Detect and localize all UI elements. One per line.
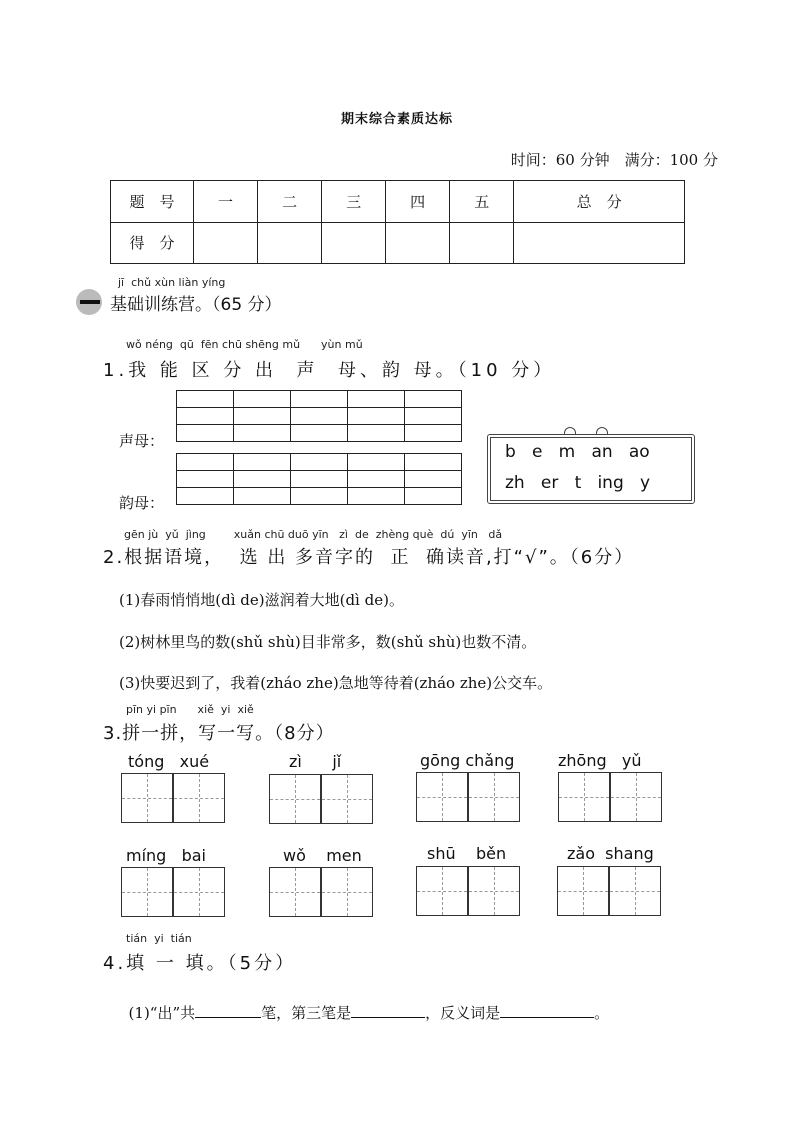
q3-word-pinyin: zì jǐ <box>289 752 342 771</box>
q4-title: 4.填 一 填。（5分） <box>103 953 297 974</box>
tianzige-box[interactable] <box>610 772 662 822</box>
tianzige-box[interactable] <box>173 867 225 917</box>
q2-title: 2.根据语境， 选 出 多音字的 正 确读音,打“√”。（6分） <box>103 547 635 568</box>
tianzige-box[interactable] <box>609 866 661 916</box>
tianzige-box[interactable] <box>321 867 373 917</box>
tianzige-box[interactable] <box>558 772 610 822</box>
q3-word-pinyin: gōng chǎng <box>420 751 515 770</box>
q1-pinyin: wǒ néng qū fēn chū shēng mǔ yùn mǔ <box>126 338 363 351</box>
tianzige-box[interactable] <box>269 774 321 824</box>
letter-card <box>487 434 695 504</box>
shengmu-label: 声母： <box>119 432 165 450</box>
card-row-1: b e m an ao <box>505 442 650 462</box>
table-cell: 总 分 <box>514 181 685 223</box>
q3-word-pinyin: zhōng yǔ <box>558 751 642 770</box>
tianzige-box[interactable] <box>468 772 520 822</box>
q4-item-1-text: (1)“出”共 <box>128 1004 196 1022</box>
tianzige-box[interactable] <box>416 866 468 916</box>
q3-word-pinyin: tóng xué <box>128 752 210 771</box>
tianzige-box[interactable] <box>269 867 321 917</box>
table-cell: 三 <box>322 181 386 223</box>
table-cell: 五 <box>450 181 514 223</box>
q3-pinyin: pīn yi pīn xiě yi xiě <box>126 703 254 716</box>
score-input-cell[interactable] <box>514 222 685 264</box>
score-table <box>110 180 685 264</box>
table-cell: 题 号 <box>111 181 194 223</box>
q2-item-3: (3)快要迟到了，我着(zháo zhe)急地等待着(zháo zhe)公交车。 <box>119 674 553 692</box>
score-input-cell[interactable] <box>450 222 514 264</box>
yunmu-label: 韵母： <box>119 494 165 512</box>
section1-title: 基础训练营。（65 分） <box>110 295 282 315</box>
tianzige-box[interactable] <box>121 867 173 917</box>
q3-word-pinyin: wǒ men <box>283 846 362 865</box>
answer-blank[interactable] <box>500 1003 594 1018</box>
page-title: 期末综合素质达标 <box>340 112 453 127</box>
score-input-cell[interactable] <box>386 222 450 264</box>
yunmu-grid[interactable] <box>176 453 462 505</box>
section-dash-icon <box>80 300 100 304</box>
answer-blank[interactable] <box>195 1003 261 1018</box>
q3-word-pinyin: zǎo shang <box>567 844 654 863</box>
q4-item-1-text: 笔，第三笔是 <box>261 1004 352 1022</box>
table-row <box>111 181 685 223</box>
q4-item-1 <box>119 984 609 1023</box>
q2-item-2: (2)树林里鸟的数(shǔ shù)目非常多，数(shǔ shù)也数不清。 <box>119 633 537 651</box>
score-input-cell[interactable] <box>194 222 258 264</box>
table-cell: 二 <box>258 181 322 223</box>
time-info: 时间：60 分钟 满分：100 分 <box>510 151 718 169</box>
q4-item-1-text: 。 <box>594 1004 610 1022</box>
shengmu-grid[interactable] <box>176 390 462 442</box>
table-cell: 四 <box>386 181 450 223</box>
table-cell: 得 分 <box>111 222 194 264</box>
tianzige-box[interactable] <box>173 773 225 823</box>
q4-pinyin: tián yi tián <box>126 932 192 945</box>
tianzige-box[interactable] <box>121 773 173 823</box>
q1-title: 1.我 能 区 分 出 声 母、韵 母。（10 分） <box>103 360 556 381</box>
tianzige-box[interactable] <box>321 774 373 824</box>
q2-item-1: (1)春雨悄悄地(dì de)滋润着大地(dì de)。 <box>119 591 404 609</box>
tianzige-box[interactable] <box>557 866 609 916</box>
table-cell: 一 <box>194 181 258 223</box>
table-row <box>111 222 685 264</box>
q2-pinyin: gēn jù yǔ jìng xuǎn chū duō yīn zì de zhèng què dú yīn dǎ <box>124 528 503 541</box>
q3-word-pinyin: míng bai <box>126 846 206 865</box>
tianzige-box[interactable] <box>468 866 520 916</box>
tianzige-box[interactable] <box>416 772 468 822</box>
answer-blank[interactable] <box>351 1003 425 1018</box>
q3-word-pinyin: shū běn <box>427 844 507 863</box>
card-row-2: zh er t ing y <box>505 473 651 493</box>
q4-item-1-text: ，反义词是 <box>425 1004 501 1022</box>
score-input-cell[interactable] <box>322 222 386 264</box>
score-input-cell[interactable] <box>258 222 322 264</box>
q3-title: 3.拼一拼，写一写。（8分） <box>103 723 335 744</box>
section1-pinyin: jī chǔ xùn liàn yíng <box>118 276 226 289</box>
